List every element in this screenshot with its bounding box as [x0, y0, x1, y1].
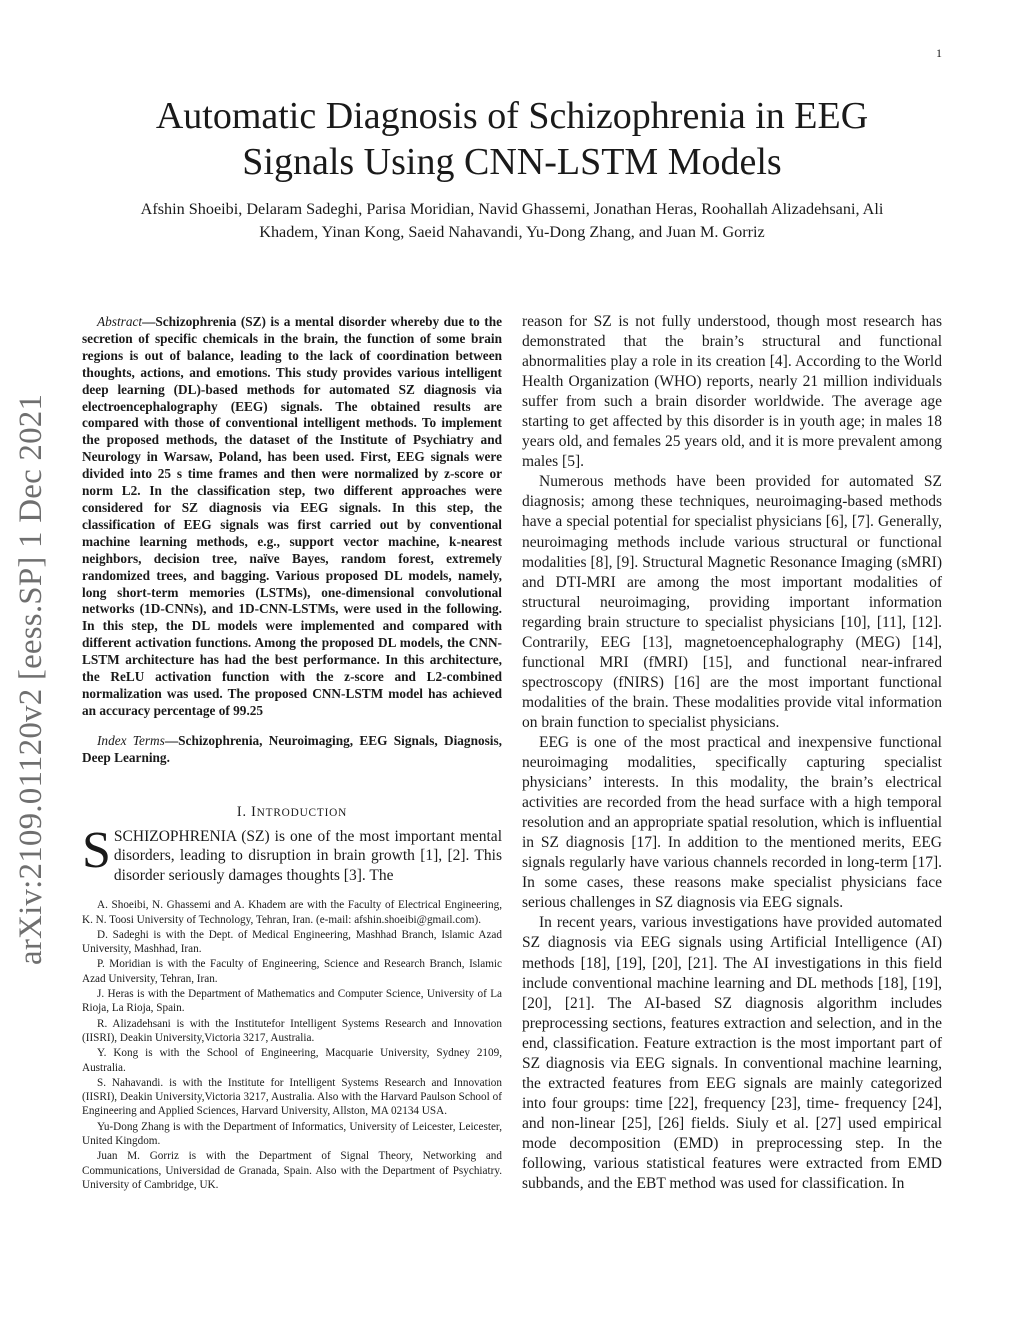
- paper-title: Automatic Diagnosis of Schizophrenia in EEG Signals Using CNN-LSTM Models: [155, 95, 869, 183]
- affiliation-footnotes: [82, 898, 502, 1192]
- section-numeral: I.: [236, 803, 252, 820]
- footnote: Juan M. Gorriz is with the Department of Signal Theory, Networking and Communications, Universidad de Granada, Spain. Also with the Department of Psychiatry. University of Cambridge, UK.: [82, 1150, 502, 1191]
- abstract: [82, 314, 502, 720]
- footnote: D. Sadeghi is with the Dept. of Medical Engineering, Mashhad Branch, Islamic Azad University, Mashhad, Iran.: [82, 928, 502, 956]
- footnote: R. Alizadehsani is with the Institutefor Intelligent Systems Research and Innovation (IISRI), Deakin University,Victoria 3217, Australia.: [82, 1017, 502, 1044]
- abstract-label: Abstract: [97, 314, 143, 329]
- body-paragraph: In recent years, various investigations have provided automated SZ diagnosis via EEG signals using Artificial Intelligence (AI) methods [18], [19], [20], [21]. The AI investigations in this field include conventional machine learning and DL methods [18], [19], [20], [21]. The AI-based SZ diagnosis algorithm includes preprocessing sections, features extraction and selection, and in the end, classification. Feature extraction is the most important part of SZ diagnosis via EEG signals. In conventional machine learning, the extracted features from EEG signals are mainly categorized into four groups: time [22], frequency [23], time- frequency [24], and non-linear [25], [26] fields. Siuly et al. [27] used empirical mode decomposition (EMD) in preprocessing step. In the following, various statistical features were extracted from EMD subbands, and the EBT method was used for classification. In: [522, 914, 942, 1193]
- footnote: J. Heras is with the Department of Mathematics and Computer Science, University of La Rioja, La Rioja, Spain.: [82, 988, 502, 1015]
- footnote: Yu-Dong Zhang is with the Department of Informatics, University of Leicester, Leicester, United Kingdom.: [82, 1120, 502, 1147]
- author-list: Afshin Shoeibi, Delaram Sadeghi, Parisa Moridian, Navid Ghassemi, Jonathan Heras, Roohallah Alizadehsani, Ali Khadem, Yinan Kong, Saeid Nahavandi, Yu-Dong Zhang, and Juan M. Gorriz: [140, 200, 884, 241]
- footnote: Y. Kong is with the School of Engineering, Macquarie University, Sydney 2109, Australia.: [82, 1047, 502, 1074]
- body-paragraph: Numerous methods have been provided for automated SZ diagnosis; among these techniques, neuroimaging-based methods have a special potential for specialist physicians [6], [7]. Generally, neuroimaging methods include various structural or functional modalities [8], [9]. Structural Magnetic Resonance Imaging (sMRI) and DTI-MRI are among the most important modalities of structural neuroimaging, providing important information regarding brain structure to specialist physicians [10], [11], [12]. Contrarily, EEG [13], magnetoencephalography (MEG) [14], functional MRI (fMRI) [15], and functional near-infrared spectroscopy (fNIRS) [16] are the most important functional modalities of the brain. These modalities provide vital information on brain function to specialist physicians.: [522, 473, 942, 731]
- footnote: A. Shoeibi, N. Ghassemi and A. Khadem are with the Faculty of Electrical Engineering, K. N. Toosi University of Technology, Tehran, Iran. (e-mail: afshin.shoeibi@gmail.com).: [82, 899, 502, 926]
- page-number: 1: [936, 46, 942, 60]
- section-heading-introduction: [82, 804, 502, 821]
- abstract-text: —Schizophrenia (SZ) is a mental disorder whereby due to the secretion of specific chemicals in the brain, the function of some brain regions is out of balance, leading to the lack of coordination between thoughts, actions, and emotions. This study provides various intelligent deep learning (DL)-based methods for automated SZ diagnosis via electroencephalography (EEG) signals. The obtained results are compared with those of conventional intelligent methods. To implement the proposed methods, the dataset of the Institute of Psychiatry and Neurology in Warsaw, Poland, has been used. First, EEG signals were divided into 25 s time frames and then were normalized by z-score or norm L2. In the classification step, two different approaches were considered for SZ diagnosis via EEG signals. In this step, the classification of EEG signals was first carried out by conventional machine learning methods, e.g., support vector machine, k-nearest neighbors, decision tree, naïve Bayes, random forest, extremely randomized trees, and bagging. Various proposed DL models, namely, long short-term memories (LSTMs), one-dimensional convolutional networks (1D-CNNs), and 1D-CNN-LSTMs, were used in the following. In this step, the DL models were implemented and compared with different activation functions. Among the proposed DL models, the CNN-LSTM architecture has had the best performance. In this architecture, the ReLU activation function with the z-score and L2-combined normalization was used. The proposed CNN-LSTM model has achieved an accuracy percentage of 99.25: [82, 314, 502, 718]
- index-terms: [82, 732, 502, 766]
- section-rest: NTRODUCTION: [256, 806, 348, 819]
- index-terms-text: —Schizophrenia, Neuroimaging, EEG Signals, Diagnosis, Deep Learning.: [82, 732, 502, 765]
- intro-text: SCHIZOPHRENIA (SZ) is one of the most important mental disorders, leading to disruption in brain growth [1], [2]. This disorder seriously damages thoughts [3]. The: [113, 827, 502, 884]
- section-first-letter: I: [251, 803, 257, 820]
- right-column: [522, 312, 942, 1194]
- index-terms-label: Index Terms: [97, 732, 165, 748]
- footnote: P. Moridian is with the Faculty of Engineering, Science and Research Branch, Islamic Azad University, Tehran, Iran.: [82, 958, 502, 985]
- footnote: S. Nahavandi. is with the Institute for Intelligent Systems Research and Innovation (IISRI), Deakin University,Victoria 3217, Australia. Also with the Harvard Paulson School of Engineering and Applied Sciences, Harvard University, Allston, MA 02134 USA.: [82, 1076, 502, 1118]
- body-paragraph: EEG is one of the most practical and inexpensive functional neuroimaging modalities, specifically capturing specialist physicians’ interests. In this modality, the brain’s electrical activities are recorded from the head surface with a high temporal resolution and an appropriate spatial resolution, which is influential in SZ diagnosis [17]. In addition to the mentioned merits, EEG signals regularly have various channels recorded in long-term [17]. In some cases, these reasons make specialist physicians face serious challenges in SZ diagnosis via EEG signals.: [522, 733, 942, 912]
- left-column: [82, 314, 502, 1193]
- intro-paragraph: [82, 821, 502, 886]
- arxiv-stamp: arXiv:2109.01120v2 [eess.SP] 1 Dec 2021: [13, 393, 49, 965]
- body-paragraph: reason for SZ is not fully understood, though most research has demonstrated that the brain’s structural and functional abnormalities play a role in its creation [4]. According to the World Health Organization (WHO) reports, nearly 21 million individuals suffer from such a brain disorder worldwide. The average age starting to get affected by this disorder is in youth age; in males 18 years old, and females 25 years old, and it is more prevalent among males [5].: [522, 313, 942, 471]
- dropcap-letter: S: [82, 821, 111, 879]
